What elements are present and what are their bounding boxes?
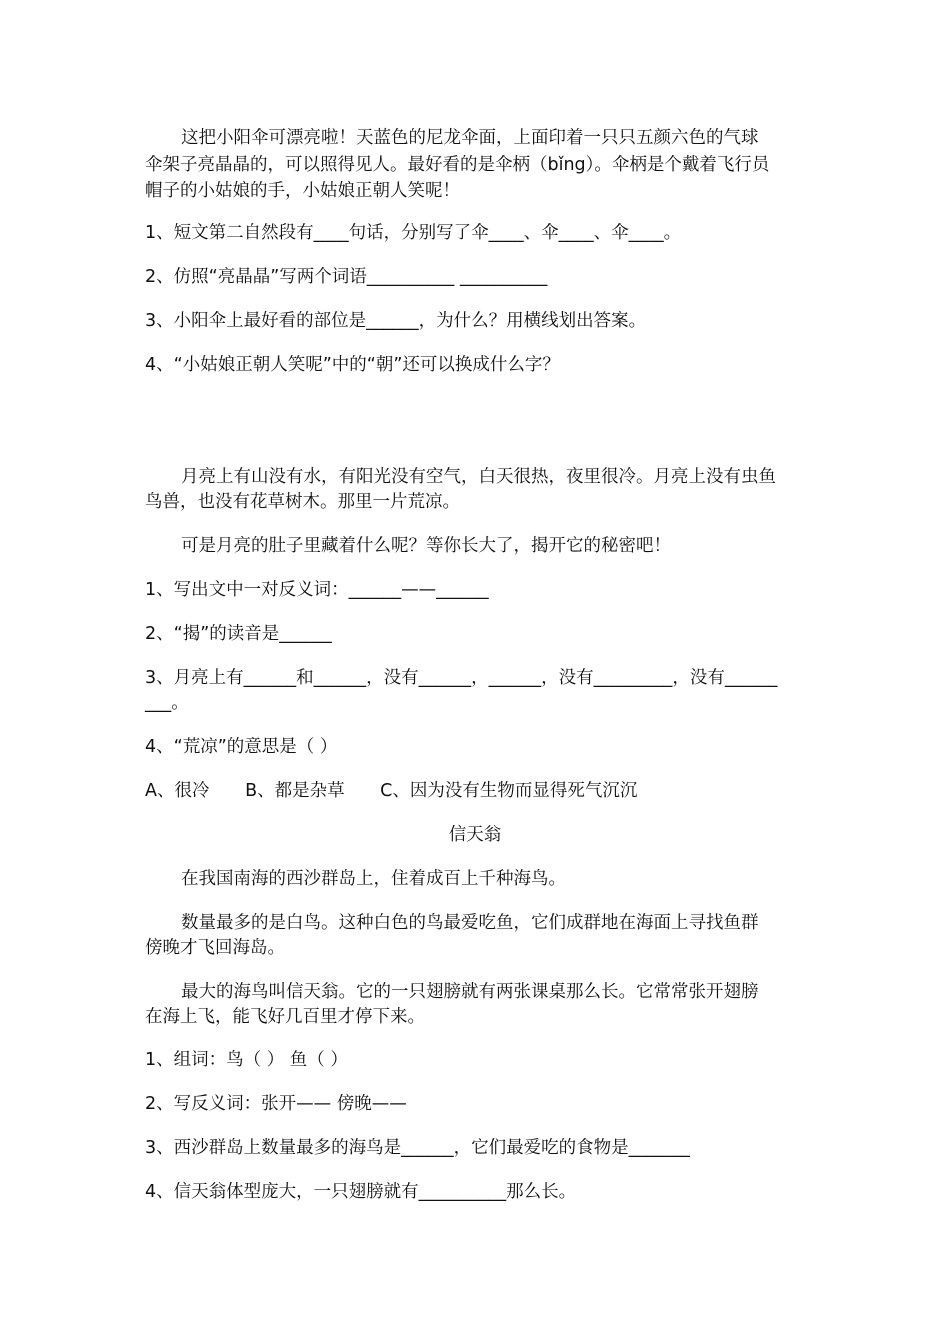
question: 1、组词：鸟（ ） 鱼（ ） bbox=[145, 1050, 348, 1070]
passage3-line: 数量最多的是白鸟。这种白色的鸟最爱吃鱼，它们成群地在海面上寻找鱼群 bbox=[181, 913, 759, 933]
passage3-line: 最大的海鸟叫信天翁。它的一只翅膀就有两张课桌那么长。它常常张开翅膀 bbox=[181, 982, 759, 1002]
option-c: C、因为没有生物而显得死气沉沉 bbox=[380, 781, 638, 801]
question: 4、“小姑娘正朝人笑呢”中的“朝”还可以换成什么字？ bbox=[145, 355, 560, 375]
question: 3、西沙群岛上数量最多的海鸟是______，它们最爱吃的食物是_______ bbox=[145, 1138, 690, 1158]
option-b: B、都是杂草 bbox=[245, 781, 345, 801]
passage1-line: 帽子的小姑娘的手，小姑娘正朝人笑呢！ bbox=[145, 181, 460, 201]
question: 1、短文第二自然段有____句话，分别写了伞____、伞____、伞____。 bbox=[145, 223, 682, 243]
passage3-line: 傍晚才飞回海岛。 bbox=[145, 938, 285, 958]
question: 2、“揭”的读音是______ bbox=[145, 624, 332, 644]
passage2-line: 鸟兽，也没有花草树木。那里一片荒凉。 bbox=[145, 492, 460, 512]
passage3-line: 在海上飞，能飞好几百里才停下来。 bbox=[145, 1007, 425, 1027]
question: 4、信天翁体型庞大，一只翅膀就有__________那么长。 bbox=[145, 1182, 577, 1202]
question: 1、写出文中一对反义词：______——______ bbox=[145, 580, 489, 600]
question: 3、小阳伞上最好看的部位是______，为什么？用横线划出答案。 bbox=[145, 311, 647, 331]
question: 2、写反义词：张开—— 傍晚—— bbox=[145, 1094, 407, 1114]
question-continued: ___。 bbox=[145, 693, 189, 713]
answer-options bbox=[145, 779, 637, 803]
question: 3、月亮上有______和______，没有______，______，没有_________，没有______ bbox=[145, 668, 778, 688]
passage2-line: 可是月亮的肚子里藏着什么呢？等你长大了，揭开它的秘密吧！ bbox=[181, 536, 671, 556]
passage3-title: 信天翁 bbox=[448, 825, 502, 845]
passage1-line: 这把小阳伞可漂亮啦！天蓝色的尼龙伞面，上面印着一只只五颜六色的气球 bbox=[181, 128, 759, 148]
option-a: A、很冷 bbox=[145, 781, 210, 801]
passage2-line: 月亮上有山没有水，有阳光没有空气，白天很热，夜里很冷。月亮上没有虫鱼 bbox=[181, 467, 776, 487]
question: 2、仿照“亮晶晶”写两个词语__________ __________ bbox=[145, 267, 548, 287]
passage3-line: 在我国南海的西沙群岛上，住着成百上千种海鸟。 bbox=[181, 869, 566, 889]
question: 4、“荒凉”的意思是（ ） bbox=[145, 737, 338, 757]
passage1-line: 伞架子亮晶晶的，可以照得见人。最好看的是伞柄（bǐng）。伞柄是个戴着飞行员 bbox=[145, 155, 770, 175]
